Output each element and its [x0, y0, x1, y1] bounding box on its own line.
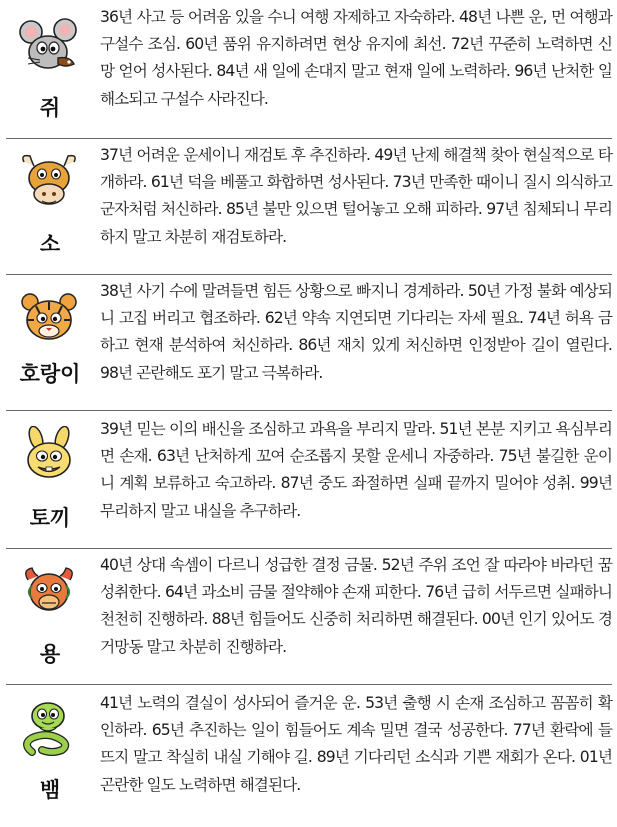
animal-label: 뱀: [39, 778, 61, 802]
ox-icon: [18, 152, 80, 210]
animal-label: 소: [39, 232, 61, 256]
horoscope-text: 39년 믿는 이의 배신을 조심하고 과욕을 부리지 말라. 51년 본분 지키고 욕심부리면 손재. 63년 난처하게 꼬여 순조롭지 못할 운세니 자중하라. 75년 불길한 운이니 계획 보류하고 숙고하라. 87년 중도 좌절하면 실패 끝까지 밀어야 성취. 99년 무리하지 말고 내실을 추구하라.: [100, 420, 612, 520]
horoscope-text: 36년 사고 등 어려움 있을 수니 여행 자제하고 자숙하라. 48년 나쁜 운, 먼 여행과 구설수 조심. 60년 품위 유지하려면 현상 유지에 최선. 72년 꾸준히 노력하면 신망 얻어 성사된다. 84년 새 일에 손대지 말고 현재 일에 노력하라. 96년 난처한 일 해소되고 구설수 사라진다.: [100, 8, 612, 108]
animal-label: 토끼: [29, 506, 71, 530]
animal-label: 용: [39, 642, 61, 666]
divider: [6, 274, 612, 275]
tiger-icon: [18, 290, 80, 348]
animal-cell: [0, 140, 100, 274]
horoscope-text: 37년 어려운 운세이니 재검토 후 추진하라. 49년 난제 해결책 찾아 현실적으로 타개하라. 61년 덕을 베풀고 화합하면 성사된다. 73년 만족한 때이니 질시 의식하고 군자처럼 처신하라. 85년 불만 있으면 털어놓고 오해 피하라. 97년 침체되니 무리하지 말고 차분히 재검토하라.: [100, 146, 612, 246]
animal-cell: [0, 0, 100, 136]
entry-snake: [0, 686, 617, 827]
snake-icon: [18, 698, 80, 756]
divider: [6, 410, 612, 411]
animal-cell: [0, 276, 100, 410]
divider: [6, 138, 612, 139]
entry-dragon: [0, 550, 617, 684]
animal-cell: [0, 550, 100, 684]
entry-rabbit: [0, 412, 617, 548]
dragon-icon: [18, 562, 80, 620]
horoscope-text: 40년 상대 속셈이 다르니 성급한 결정 금물. 52년 주위 조언 잘 따라야 바라던 꿈 성취한다. 64년 과소비 금물 절약해야 손재 피한다. 76년 급히 서두르면 실패하니 천천히 진행하라. 88년 힘들어도 신중히 처리하면 해결된다. 00년 인기 있어도 경거망동 말고 차분히 진행하라.: [100, 556, 612, 656]
animal-label: 쥐: [39, 96, 61, 120]
entry-tiger: [0, 276, 617, 410]
horoscope-text: 38년 사기 수에 말려들면 힘든 상황으로 빠지니 경계하라. 50년 가정 불화 예상되니 고집 버리고 협조하라. 62년 약속 지연되면 기다리는 자세 필요. 74년 허욕 금하고 현재 분석하여 처신하라. 86년 재치 있게 처신하면 인정받아 길이 열린다. 98년 곤란해도 포기 말고 극복하라.: [100, 282, 612, 382]
rabbit-icon: [18, 426, 80, 484]
entry-ox: [0, 140, 617, 274]
animal-cell: [0, 412, 100, 548]
rat-icon: [18, 18, 80, 76]
animal-label: 호랑이: [19, 362, 81, 386]
divider: [6, 548, 612, 549]
divider: [6, 684, 612, 685]
entry-rat: [0, 0, 617, 136]
animal-cell: [0, 686, 100, 827]
horoscope-text: 41년 노력의 결실이 성사되어 즐거운 운. 53년 출행 시 손재 조심하고 꼼꼼히 확인하라. 65년 추진하는 일이 힘들어도 계속 밀면 결국 성공한다. 77년 환락에 들뜨지 말고 착실히 내실 기해야 길. 89년 기다리던 소식과 기쁜 재회가 온다. 01년 곤란한 일도 노력하면 해결된다.: [100, 694, 612, 794]
